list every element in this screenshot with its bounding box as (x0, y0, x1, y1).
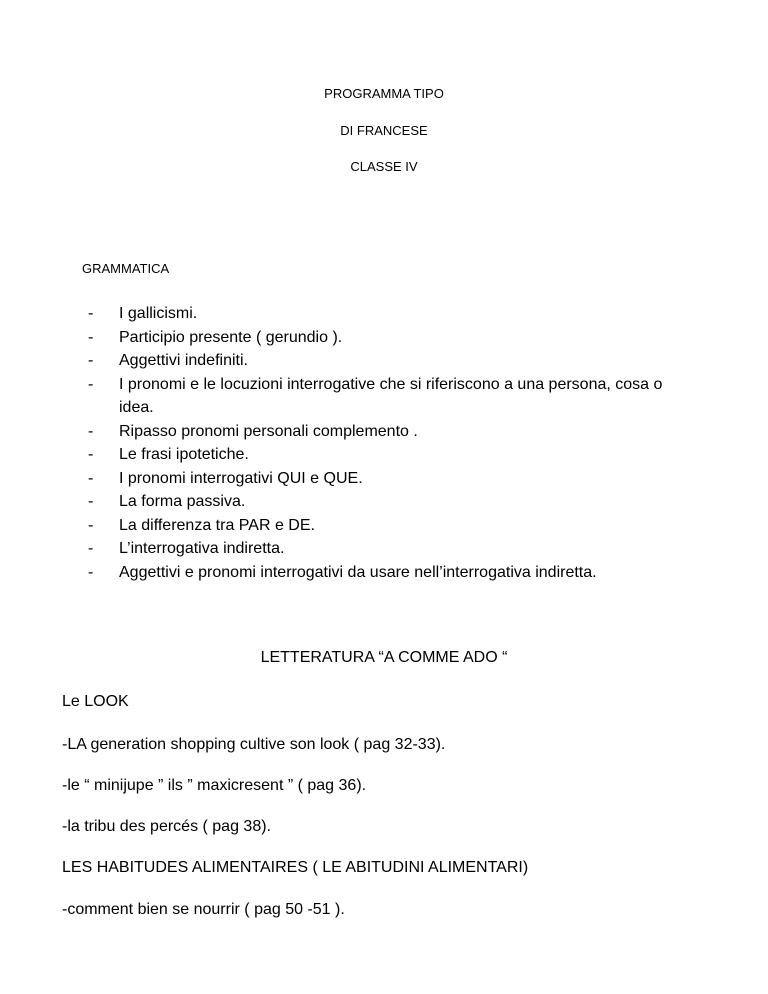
list-item (88, 420, 688, 444)
look-item: -la tribu des percés ( pag 38). (62, 818, 271, 835)
list-item-text: I pronomi interrogativi QUI e QUE. (119, 469, 363, 487)
list-item-text: L’interrogativa indiretta. (119, 540, 285, 557)
list-item-text: Le frasi ipotetiche. (119, 446, 249, 463)
look-item: -le “ minijupe ” ils ” maxicresent ” ( pag 36). (62, 777, 367, 794)
list-item (88, 443, 688, 467)
bullet-dash: - (88, 305, 94, 322)
literature-heading: LETTERATURA “A COMME ADO “ (260, 649, 508, 666)
bullet-dash: - (88, 493, 94, 510)
list-item (88, 349, 688, 373)
bullet-dash: - (88, 563, 94, 581)
bullet-dash: - (88, 328, 94, 346)
list-item (88, 373, 688, 420)
list-item-text: La differenza tra PAR e DE. (119, 516, 315, 534)
list-item (88, 561, 688, 585)
document-subject: DI FRANCESE (340, 123, 428, 138)
habits-item: -comment bien se nourrir ( pag 50 -51 ). (62, 901, 345, 918)
list-item-text: I gallicismi. (119, 305, 198, 322)
document-class: CLASSE IV (350, 159, 418, 174)
list-item-text: Participio presente ( gerundio ). (119, 328, 343, 346)
list-item (88, 514, 688, 538)
list-item (88, 537, 688, 561)
list-item-text: Aggettivi e pronomi interrogativi da usare nell’interrogativa indiretta. (119, 563, 597, 581)
grammar-heading: GRAMMATICA (82, 261, 170, 276)
habits-heading: LES HABITUDES ALIMENTAIRES ( LE ABITUDINI ALIMENTARI) (62, 859, 529, 876)
bullet-dash: - (88, 375, 94, 393)
bullet-dash: - (88, 352, 94, 369)
list-item-text: Aggettivi indefiniti. (119, 352, 248, 369)
bullet-dash: - (88, 469, 94, 487)
bullet-dash: - (88, 516, 94, 534)
list-item (88, 490, 688, 514)
grammar-list (88, 302, 688, 584)
look-item: -LA generation shopping cultive son look ( pag 32-33). (62, 736, 446, 753)
list-item-text: Ripasso pronomi personali complemento . (119, 422, 418, 440)
bullet-dash: - (88, 422, 94, 440)
look-heading: Le LOOK (62, 693, 129, 710)
bullet-dash: - (88, 540, 94, 557)
bullet-dash: - (88, 446, 94, 463)
document-title: PROGRAMMA TIPO (324, 86, 444, 101)
list-item-text: La forma passiva. (119, 493, 246, 510)
list-item (88, 326, 688, 350)
list-item (88, 302, 688, 326)
list-item-text: I pronomi e le locuzioni interrogative che si riferiscono a una persona, cosa o idea. (119, 375, 663, 416)
list-item (88, 467, 688, 491)
